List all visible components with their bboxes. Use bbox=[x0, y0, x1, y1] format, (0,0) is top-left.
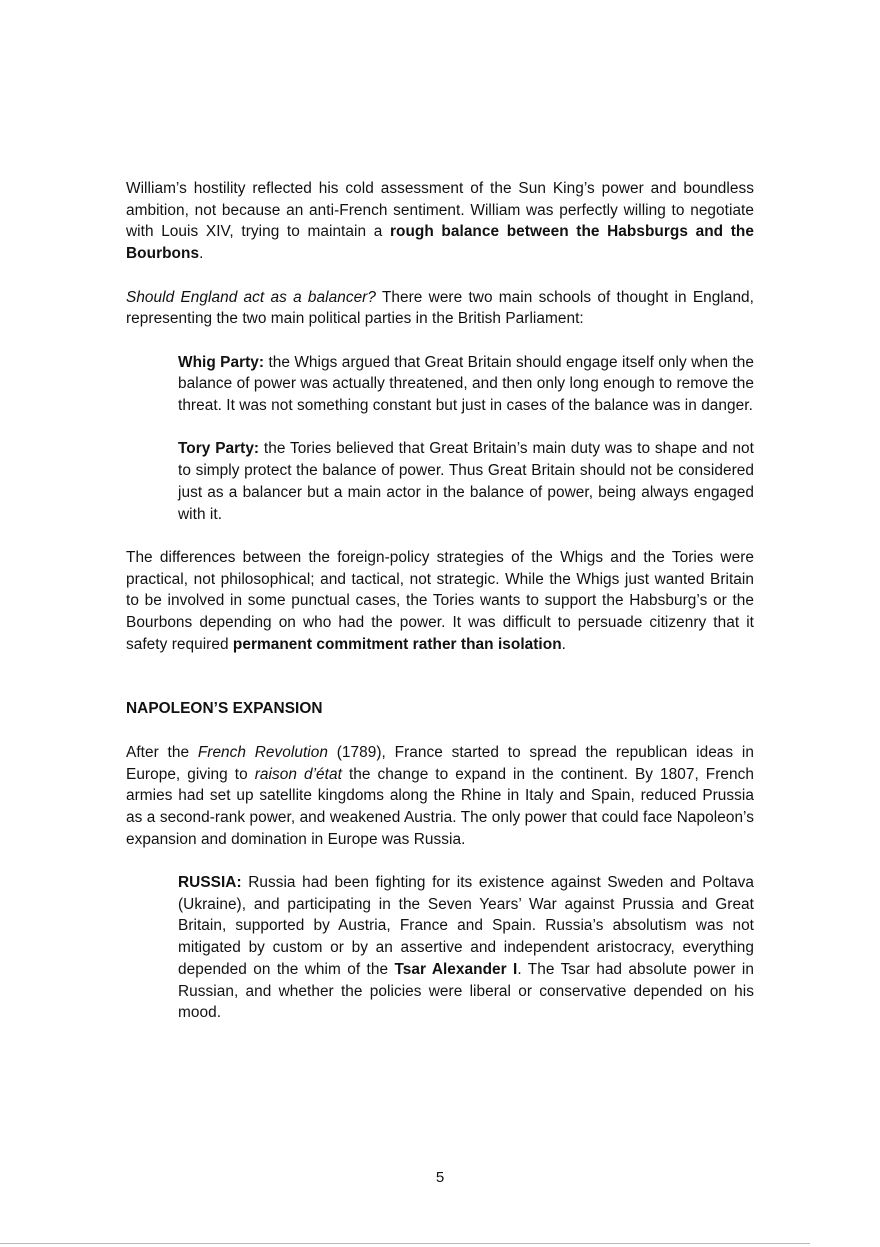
paragraph-text: . The Tsar had absolute power in Russian, and whether the policies were liberal or conservative depended on his mood. bbox=[178, 960, 754, 1022]
paragraph-balancer-question bbox=[126, 287, 754, 330]
paragraph-william-hostility bbox=[126, 178, 754, 265]
paragraph-text: After the bbox=[126, 743, 198, 761]
russia-label: RUSSIA: bbox=[178, 874, 242, 891]
paragraph-text: There were two main schools of thought in England, representing the two main political parties in the British Parliament: bbox=[126, 288, 754, 328]
paragraph-whigs-tories-differences bbox=[126, 547, 754, 656]
paragraph-russia bbox=[178, 872, 754, 1024]
page-number: 5 bbox=[435, 1169, 445, 1182]
emphasis-tsar-alexander: Tsar Alexander I bbox=[394, 960, 518, 978]
paragraph-text: The differences between the foreign-policy strategies of the Whigs and the Tories were practical, not philosophical; and tactical, not strategic. While the Whigs just wanted Britain to be involved in some punctual cases, the Tories wants to support the Habsburg’s or the Bourbons depending on who had the power. It was difficult to persuade citizenry that it safety required bbox=[126, 548, 754, 653]
paragraph-text: William’s hostility reflected his cold assessment of the Sun King’s power and boundless ambition, not because an anti-French sentiment. William was perfectly willing to negotiate with Louis XIV, trying to maintain a bbox=[126, 180, 754, 241]
document-body bbox=[126, 178, 754, 1024]
paragraph-text: . bbox=[561, 635, 566, 653]
emphasis-permanent-commitment: permanent commitment rather than isolation bbox=[232, 635, 562, 653]
paragraph-text: the change to expand in the continent. By 1807, French armies had set up satellite kingdoms along the Rhine in Italy and Spain, reduced Prussia as a second-rank power, and weakened Austria. The only power that could face Napoleon’s expansion and domination in Europe was Russia. bbox=[126, 765, 755, 848]
paragraph-text: the Whigs argued that Great Britain should engage itself only when the balance of power was actually threatened, and then only long enough to remove the threat. It was not something constant but just in cases of the balance was in danger. bbox=[178, 353, 754, 414]
italic-raison-detat: raison d’état bbox=[254, 765, 342, 783]
emphasis-balance-habsburgs-bourbons: rough balance between the Habsburgs and the Bourbons bbox=[126, 223, 754, 263]
tory-party-label: Tory Party: bbox=[178, 440, 260, 458]
paragraph-text: the Tories believed that Great Britain’s main duty was to shape and not to simply protect the balance of power. Thus Great Britain should not be considered just as a balancer but a main actor in the balance of power, being always engaged with it. bbox=[178, 440, 754, 523]
italic-french-revolution: French Revolution bbox=[197, 743, 328, 761]
bottom-divider bbox=[0, 1243, 810, 1244]
paragraph-french-revolution bbox=[126, 742, 754, 851]
question-italic: Should England act as a balancer? bbox=[126, 288, 376, 306]
section-heading-napoleon: NAPOLEON’S EXPANSION bbox=[126, 700, 323, 718]
paragraph-whig-party bbox=[178, 352, 754, 417]
paragraph-text: (1789), France started to spread the republican ideas in Europe, giving to bbox=[126, 743, 754, 783]
paragraph-text: . bbox=[199, 245, 204, 263]
whig-party-label: Whig Party: bbox=[178, 353, 265, 371]
paragraph-text: Russia had been fighting for its existence against Sweden and Poltava (Ukraine), and participating in the Seven Years’ War against Prussia and Great Britain, supported by Austria, France and Spain. Russia’s absolutism was not mitigated by custom or by an assertive and independent aristocracy, everything depended on the whim of the bbox=[178, 874, 754, 978]
paragraph-tory-party bbox=[178, 438, 754, 525]
